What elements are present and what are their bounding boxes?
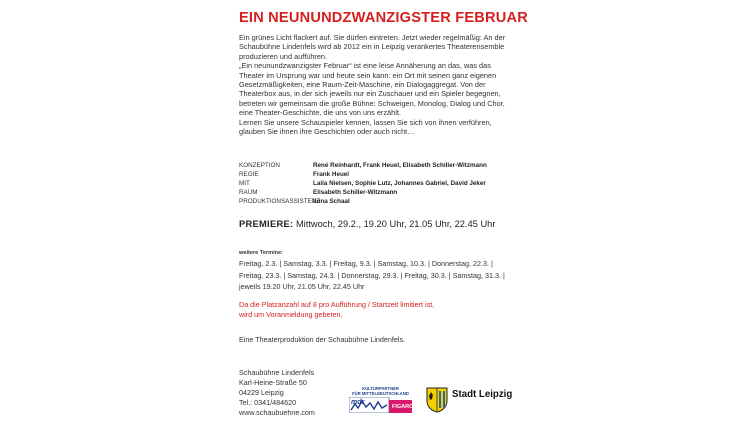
credit-role: RAUM xyxy=(239,189,258,197)
dates-line: jeweils 19.20 Uhr, 21.05 Uhr, 22.45 Uhr xyxy=(239,282,365,292)
credit-row xyxy=(239,161,524,170)
page-title: EIN NEUNUNDZWANZIGSTER FEBRUAR xyxy=(239,10,528,26)
production-note: Eine Theaterproduktion der Schaubühne Lindenfels. xyxy=(239,335,406,344)
credit-row xyxy=(239,197,524,206)
credits-table xyxy=(239,161,524,206)
stadt-leipzig-wordmark: Stadt Leipzig xyxy=(452,389,513,400)
flyer-page xyxy=(239,0,528,430)
credit-role: MIT xyxy=(239,180,250,188)
credit-row xyxy=(239,170,524,179)
address-block xyxy=(239,368,315,418)
kulturpartner-line: FÜR MITTELDEUTSCHLAND xyxy=(352,391,409,396)
dates-heading: weitere Termine: xyxy=(239,250,284,256)
credit-row xyxy=(239,179,524,188)
intro-paragraph: „Ein neunundzwanzigster Februar“ ist eine leise Annäherung an das, was das Theater im Ursprung war und heute sein kann: ein Ort mit seinen ganz eigenen Gesetzmäßigkeiten, eine Raum-Zeit-Maschine, ein Dialogaggregat. Von der Theaterbox aus, in der sich jeweils nur ein Zuschauer und ein Spieler begegnen, betreten wir gemeinsam die große Bühne: Schweigen, Monolog, Dialog und Chor, eine Theater-Geschichte, die uns von uns erzählt. xyxy=(239,61,505,118)
credit-names: Ilona Schaal xyxy=(313,198,350,206)
figaro-wordmark: FIGARO xyxy=(392,404,414,410)
mdr-wordmark: mdr xyxy=(351,399,365,406)
dates-list xyxy=(239,258,529,293)
reservation-notice xyxy=(239,300,524,320)
credit-names: Elisabeth Schiller-Witzmann xyxy=(313,189,398,197)
intro-text xyxy=(239,33,514,136)
kulturpartner-line: KULTURPARTNER xyxy=(362,386,399,391)
notice-line: Da die Platzanzahl auf 8 pro Aufführung / Startzeit limitiert ist, xyxy=(239,300,435,309)
address-line: 04229 Leipzig xyxy=(239,388,284,397)
credit-row xyxy=(239,188,524,197)
credit-names: Frank Heuel xyxy=(313,171,350,179)
address-line: Schaubühne Lindenfels xyxy=(239,368,315,377)
kulturpartner-title xyxy=(349,386,412,396)
kulturpartner-logo xyxy=(349,386,412,414)
premiere-label: PREMIERE: xyxy=(239,219,294,229)
premiere-dates: Mittwoch, 29.2., 19.20 Uhr, 21.05 Uhr, 22.45 Uhr xyxy=(293,219,496,229)
premiere-line xyxy=(239,219,529,229)
leipzig-crest-icon xyxy=(426,387,448,413)
intro-paragraph: Ein grünes Licht flackert auf. Sie dürfen eintreten. Jetzt wieder regelmäßig: An der Schaubühne Lindenfels wird ab 2012 ein in Leipzig verankertes Theaterensemble produzieren und aufführen. xyxy=(239,33,506,61)
notice-line: wird um Voranmeldung gebeten. xyxy=(239,310,343,319)
credit-role: KONZEPTION xyxy=(239,162,280,169)
intro-paragraph: Lernen Sie unsere Schauspieler kennen, lassen Sie sich von ihnen verführen, glauben Sie ihnen ihre Geschichten oder auch nicht… xyxy=(239,117,492,137)
website-link[interactable]: www.schaubuehne.com xyxy=(239,408,315,417)
credit-role: REGIE xyxy=(239,171,259,179)
stadt-leipzig-logo xyxy=(423,387,518,415)
credit-names: René Reinhardt, Frank Heuel, Elisabeth Schiller-Witzmann xyxy=(313,162,487,169)
address-line: Karl-Heine-Straße 50 xyxy=(239,378,307,387)
dates-line: Freitag, 23.3. | Samstag, 24.3. | Donnerstag, 29.3. | Freitag, 30.3. | Samstag, 31.3. | xyxy=(239,270,505,280)
dates-line: Freitag, 2.3. | Samstag, 3.3. | Freitag, 9.3. | Samstag, 10.3. | Donnerstag, 22.3. | xyxy=(239,259,493,268)
credit-names: Laila Nielsen, Sophie Lutz, Johannes Gabriel, David Jeker xyxy=(313,180,486,188)
address-line: Tel.: 0341/484620 xyxy=(239,398,297,407)
credit-role: PRODUKTIONSASSISTENZ xyxy=(239,198,321,206)
